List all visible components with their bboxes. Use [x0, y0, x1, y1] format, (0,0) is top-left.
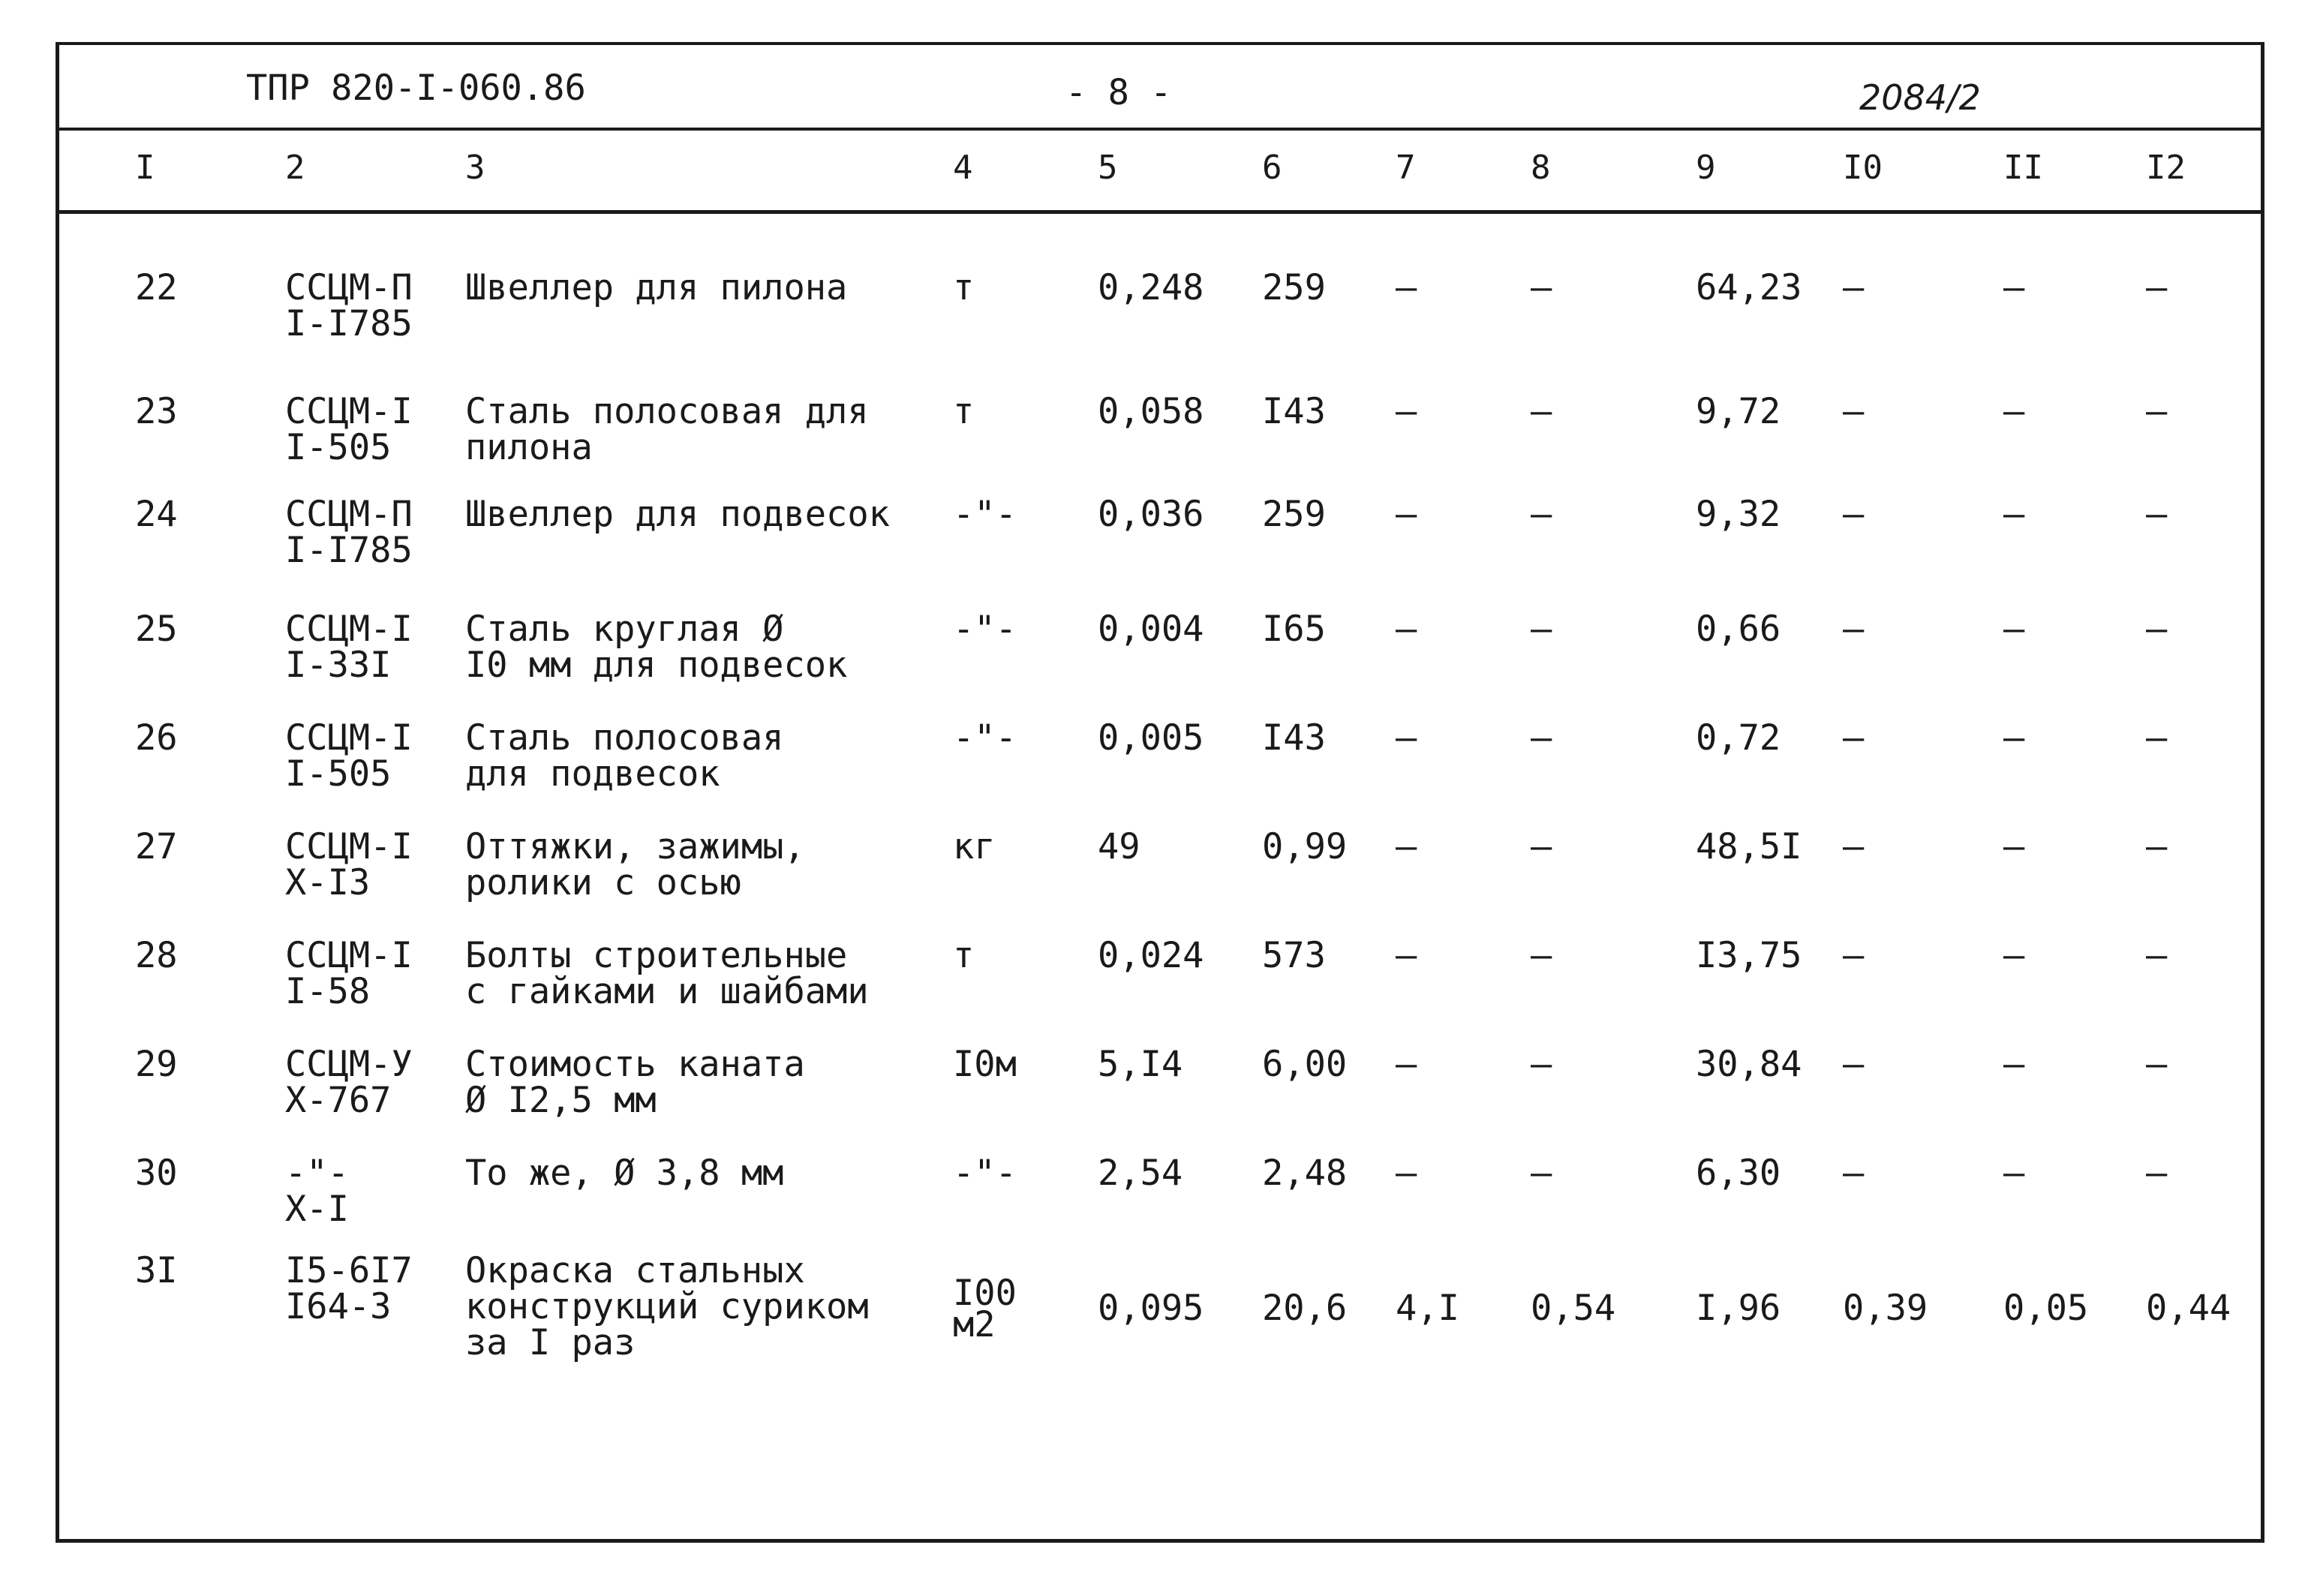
code-cell: ССЦМ-П	[285, 494, 413, 535]
col11-cell: –	[2003, 1044, 2025, 1085]
code-cell: I-I785	[285, 303, 413, 344]
code-cell: Х-767	[285, 1080, 392, 1121]
code-cell: I-I785	[285, 530, 413, 571]
price-cell: 20,6	[1262, 1288, 1348, 1329]
col12-cell: 0,44	[2146, 1288, 2231, 1329]
col9-cell: 30,84	[1696, 1044, 1802, 1085]
col10-cell: –	[1843, 1153, 1865, 1194]
quantity-cell: 0,095	[1098, 1288, 1204, 1329]
col11-cell: –	[2003, 494, 2025, 535]
code-cell: ССЦМ-I	[285, 609, 413, 650]
column-header: I	[135, 149, 155, 187]
col12-cell: –	[2146, 826, 2168, 867]
col10-cell: –	[1843, 1044, 1865, 1085]
name-cell: Сталь полосовая для	[465, 391, 869, 432]
price-cell: 259	[1262, 267, 1326, 308]
quantity-cell: 0,036	[1098, 494, 1204, 535]
col7-cell: –	[1396, 267, 1417, 308]
col9-cell: 9,32	[1696, 494, 1781, 535]
col9-cell: 9,72	[1696, 391, 1781, 432]
column-header: 9	[1696, 149, 1716, 187]
col12-cell: –	[2146, 391, 2168, 432]
name-cell: Стоимость каната	[465, 1044, 805, 1085]
col10-cell: –	[1843, 494, 1865, 535]
row-number: 29	[135, 1044, 178, 1085]
col10-cell: 0,39	[1843, 1288, 1928, 1329]
name-cell: Болты строительные	[465, 935, 848, 976]
name-cell: Сталь круглая Ø	[465, 609, 784, 650]
quantity-cell: 0,024	[1098, 935, 1204, 976]
name-cell: за I раз	[465, 1322, 636, 1363]
code-cell: ССЦМ-I	[285, 826, 413, 867]
quantity-cell: 5,I4	[1098, 1044, 1183, 1085]
row-number: 3I	[135, 1250, 178, 1291]
unit-cell: кг	[953, 826, 996, 867]
column-header: 6	[1262, 149, 1282, 187]
name-cell: Оттяжки, зажимы,	[465, 826, 805, 867]
price-cell: 573	[1262, 935, 1326, 976]
unit-cell: т	[953, 935, 975, 976]
col7-cell: –	[1396, 826, 1417, 867]
row-number: 25	[135, 609, 178, 650]
price-cell: 2,48	[1262, 1153, 1348, 1194]
code-cell: I-505	[285, 427, 392, 468]
price-cell: 259	[1262, 494, 1326, 535]
row-number: 24	[135, 494, 178, 535]
row-number: 27	[135, 826, 178, 867]
col10-cell: –	[1843, 717, 1865, 759]
col12-cell: –	[2146, 717, 2168, 759]
col11-cell: –	[2003, 935, 2025, 976]
quantity-cell: 2,54	[1098, 1153, 1183, 1194]
col12-cell: –	[2146, 1044, 2168, 1085]
unit-cell: -"-	[953, 494, 1017, 535]
code-cell: ССЦМ-I	[285, 935, 413, 976]
col8-cell: –	[1531, 609, 1552, 650]
price-cell: I43	[1262, 391, 1326, 432]
unit-cell: т	[953, 391, 975, 432]
code-cell: Х-I	[285, 1189, 349, 1230]
col8-cell: –	[1531, 935, 1552, 976]
column-header: 3	[465, 149, 485, 187]
col10-cell: –	[1843, 267, 1865, 308]
column-header: 8	[1531, 149, 1551, 187]
col12-cell: –	[2146, 494, 2168, 535]
unit-cell: т	[953, 267, 975, 308]
price-cell: 0,99	[1262, 826, 1348, 867]
code-cell: ССЦМ-I	[285, 391, 413, 432]
col11-cell: –	[2003, 717, 2025, 759]
col11-cell: –	[2003, 267, 2025, 308]
code-cell: I-58	[285, 971, 371, 1012]
col11-cell: –	[2003, 609, 2025, 650]
price-cell: 6,00	[1262, 1044, 1348, 1085]
col8-cell: 0,54	[1531, 1288, 1616, 1329]
unit-cell: -"-	[953, 609, 1017, 650]
price-cell: I43	[1262, 717, 1326, 759]
name-cell: пилона	[465, 427, 593, 468]
row-number: 26	[135, 717, 178, 759]
col9-cell: I,96	[1696, 1288, 1781, 1329]
col7-cell: –	[1396, 717, 1417, 759]
price-cell: I65	[1262, 609, 1326, 650]
col10-cell: –	[1843, 935, 1865, 976]
col11-cell: –	[2003, 391, 2025, 432]
col7-cell: –	[1396, 935, 1417, 976]
column-header: I0	[1843, 149, 1883, 187]
col7-cell: –	[1396, 391, 1417, 432]
column-header: 2	[285, 149, 305, 187]
name-cell: Ø I2,5 мм	[465, 1080, 657, 1121]
page-number: - 8 -	[1065, 72, 1172, 113]
code-cell: -"-	[285, 1153, 349, 1194]
col8-cell: –	[1531, 267, 1552, 308]
quantity-cell: 49	[1098, 826, 1140, 867]
row-number: 28	[135, 935, 178, 976]
column-header: 5	[1098, 149, 1118, 187]
name-cell: Швеллер для подвесок	[465, 494, 890, 535]
name-cell: I0 мм для подвесок	[465, 645, 848, 686]
col10-cell: –	[1843, 609, 1865, 650]
row-number: 30	[135, 1153, 178, 1194]
column-header: I2	[2146, 149, 2186, 187]
code-cell: I-505	[285, 753, 392, 795]
quantity-cell: 0,004	[1098, 609, 1204, 650]
col12-cell: –	[2146, 1153, 2168, 1194]
code-cell: I64-3	[285, 1286, 392, 1327]
col12-cell: –	[2146, 609, 2168, 650]
col8-cell: –	[1531, 717, 1552, 759]
col8-cell: –	[1531, 1044, 1552, 1085]
col10-cell: –	[1843, 391, 1865, 432]
name-cell: ролики с осью	[465, 862, 741, 903]
sheet-mark: 2084/2	[1859, 77, 1981, 118]
column-header: II	[2003, 149, 2043, 187]
unit-cell: м2	[953, 1304, 996, 1345]
col10-cell: –	[1843, 826, 1865, 867]
name-cell: Сталь полосовая	[465, 717, 784, 759]
code-cell: Х-I3	[285, 862, 371, 903]
col9-cell: I3,75	[1696, 935, 1802, 976]
code-cell: I-33I	[285, 645, 392, 686]
col12-cell: –	[2146, 267, 2168, 308]
col7-cell: 4,I	[1396, 1288, 1459, 1329]
col9-cell: 0,72	[1696, 717, 1781, 759]
col9-cell: 6,30	[1696, 1153, 1781, 1194]
col7-cell: –	[1396, 1044, 1417, 1085]
column-header: 4	[953, 149, 973, 187]
col11-cell: –	[2003, 826, 2025, 867]
col9-cell: 0,66	[1696, 609, 1781, 650]
col9-cell: 64,23	[1696, 267, 1802, 308]
code-cell: ССЦМ-У	[285, 1044, 413, 1085]
code-cell: ССЦМ-П	[285, 267, 413, 308]
unit-cell: -"-	[953, 717, 1017, 759]
col11-cell: 0,05	[2003, 1288, 2089, 1329]
code-cell: ССЦМ-I	[285, 717, 413, 759]
quantity-cell: 0,058	[1098, 391, 1204, 432]
name-cell: То же, Ø 3,8 мм	[465, 1153, 784, 1194]
col8-cell: –	[1531, 1153, 1552, 1194]
name-cell: с гайками и шайбами	[465, 971, 869, 1012]
col12-cell: –	[2146, 935, 2168, 976]
name-cell: конструкций суриком	[465, 1286, 869, 1327]
header-divider	[56, 128, 2264, 131]
col11-cell: –	[2003, 1153, 2025, 1194]
row-number: 23	[135, 391, 178, 432]
col8-cell: –	[1531, 494, 1552, 535]
quantity-cell: 0,248	[1098, 267, 1204, 308]
row-number: 22	[135, 267, 178, 308]
unit-cell: -"-	[953, 1153, 1017, 1194]
quantity-cell: 0,005	[1098, 717, 1204, 759]
col8-cell: –	[1531, 826, 1552, 867]
col7-cell: –	[1396, 609, 1417, 650]
unit-cell: I0м	[953, 1044, 1017, 1085]
column-header: 7	[1396, 149, 1416, 187]
code-cell: I5-6I7	[285, 1250, 413, 1291]
col7-cell: –	[1396, 494, 1417, 535]
col8-cell: –	[1531, 391, 1552, 432]
name-cell: для подвесок	[465, 753, 720, 795]
unit-cell: I00	[953, 1273, 1017, 1314]
doc-code: ТПР 820-I-060.86	[246, 68, 586, 109]
name-cell: Швеллер для пилона	[465, 267, 848, 308]
col9-cell: 48,5I	[1696, 826, 1802, 867]
column-header-divider	[56, 210, 2264, 214]
name-cell: Окраска стальных	[465, 1250, 805, 1291]
col7-cell: –	[1396, 1153, 1417, 1194]
